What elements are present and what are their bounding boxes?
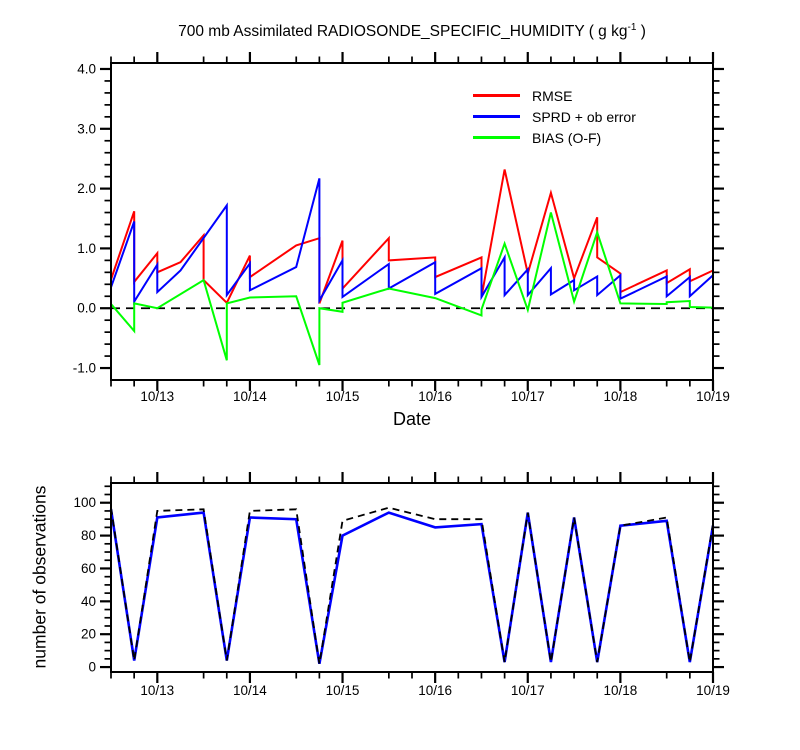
sprd-ob-error-line — [111, 178, 713, 301]
y-tick-label: 60 — [80, 560, 96, 576]
x-tick-label: 10/16 — [418, 389, 453, 404]
y-tick-label: 3.0 — [77, 121, 96, 137]
legend-row-sprd — [473, 106, 636, 127]
legend — [473, 85, 636, 148]
y-tick-label: 0.0 — [77, 300, 96, 316]
x-tick-label: 10/17 — [510, 683, 545, 698]
x-tick-label: 10/19 — [696, 389, 730, 404]
observations-possible-line — [111, 508, 713, 664]
x-tick-label: 10/13 — [140, 389, 175, 404]
x-tick-label: 10/15 — [325, 389, 360, 404]
y-tick-label: -1.0 — [72, 360, 96, 376]
bias-o-f-line — [111, 213, 713, 366]
figure-title — [178, 22, 646, 41]
figure-title-suffix: ) — [636, 23, 646, 40]
x-tick-label: 10/14 — [233, 683, 267, 698]
rmse-line — [111, 170, 713, 304]
figure-title-text: 700 mb Assimilated RADIOSONDE_SPECIFIC_HUMIDITY ( g kg — [178, 23, 628, 40]
y-axis-title-observations: number of observations — [29, 485, 50, 669]
x-tick-label: 10/16 — [418, 683, 453, 698]
x-tick-label: 10/14 — [233, 389, 267, 404]
bottom-panel-frame — [111, 483, 713, 672]
rmse-legend-line-swatch — [473, 94, 520, 97]
y-tick-label: 2.0 — [77, 181, 96, 197]
legend-label-sprd: SPRD + ob error — [532, 108, 636, 125]
legend-label-rmse: RMSE — [532, 87, 573, 104]
legend-row-rmse — [473, 85, 636, 106]
y-tick-label: 4.0 — [77, 61, 96, 77]
y-tick-label: 0 — [88, 659, 96, 675]
bias-legend-line-swatch — [473, 136, 520, 139]
y-tick-label: 1.0 — [77, 240, 96, 256]
figure-title-superscript: -1 — [627, 22, 637, 33]
x-tick-label: 10/19 — [696, 683, 730, 698]
observations-assimilated-line — [111, 509, 713, 664]
y-tick-label: 100 — [73, 495, 96, 511]
legend-row-bias — [473, 127, 636, 148]
bottom-panel — [73, 472, 729, 698]
legend-label-bias: BIAS (O-F) — [532, 129, 602, 146]
y-tick-label: 80 — [80, 528, 96, 544]
x-axis-title: Date — [392, 409, 432, 429]
x-tick-label: 10/15 — [325, 683, 360, 698]
y-tick-label: 20 — [80, 626, 96, 642]
sprd-legend-line-swatch — [473, 115, 520, 118]
y-tick-label: 40 — [80, 593, 96, 609]
x-tick-label: 10/17 — [510, 389, 545, 404]
x-tick-label: 10/18 — [603, 683, 638, 698]
x-tick-label: 10/18 — [603, 389, 638, 404]
x-tick-label: 10/13 — [140, 683, 175, 698]
